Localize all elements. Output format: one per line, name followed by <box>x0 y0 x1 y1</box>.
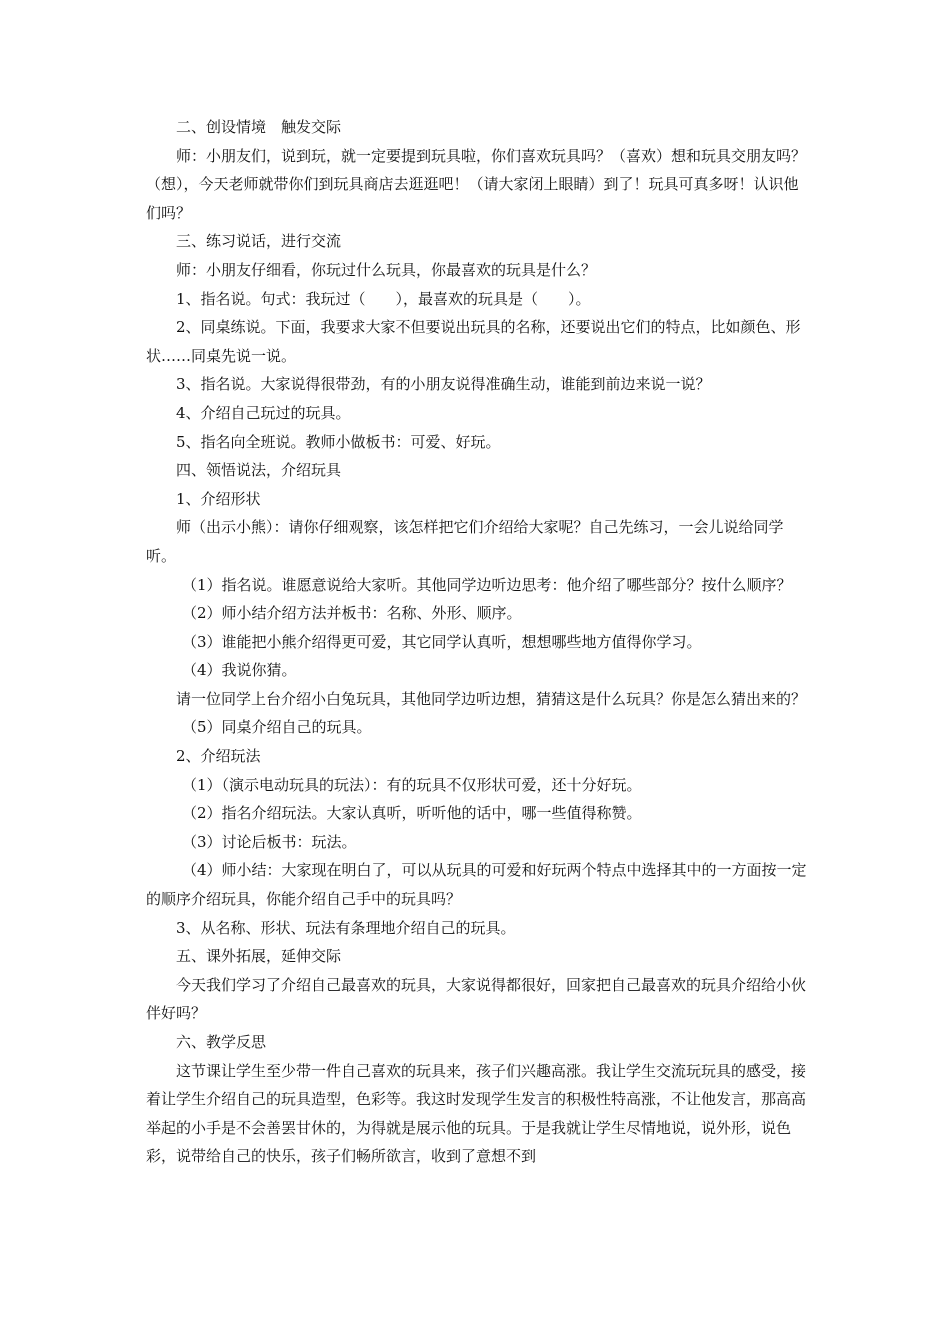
sub-list-item: （3）谁能把小熊介绍得更可爱，其它同学认真听，想想哪些地方值得你学习。 <box>182 632 702 651</box>
list-item: 3、从名称、形状、玩法有条理地介绍自己的玩具。 <box>176 918 516 937</box>
list-item: 2、同桌练说。下面，我要求大家不但要说出玩具的名称，还要说出它们的特点，比如颜色、形状……同桌先说一说。 <box>146 318 801 365</box>
section-heading-4: 四、领悟说法，介绍玩具 <box>176 461 342 480</box>
subsection-heading: 1、介绍形状 <box>176 489 261 508</box>
section-heading-6: 六、教学反思 <box>176 1033 267 1051</box>
sub-list-item: （5）同桌介绍自己的玩具。 <box>182 718 372 737</box>
sub-list-item: （4）师小结：大家现在明白了，可以从玩具的可爱和好玩两个特点中选择其中的一方面按一定的顺序介绍玩具，你能介绍自己手中的玩具吗？ <box>146 861 807 909</box>
body-paragraph: 请一位同学上台介绍小白兔玩具，其他同学边听边想，猜猜这是什么玩具？你是怎么猜出来的？ <box>176 689 807 708</box>
body-paragraph: 这节课让学生至少带一件自己喜欢的玩具来，孩子们兴趣高涨。我让学生交流玩玩具的感受，接着让学生介绍自己的玩具造型，色彩等。我这时发现学生发言的积极性特高涨，不让他发言，那高高举起的小手是不会善罢甘休的，为得就是展示他的玩具。于是我就让学生尽情地说，说外形，说色彩，说带给自己的快乐，孩子们畅所欲言，收到了意想不到 <box>146 1061 807 1166</box>
subsection-heading: 2、介绍玩法 <box>176 747 261 766</box>
body-paragraph: 师（出示小熊）：请你仔细观察，该怎样把它们介绍给大家呢？自己先练习，一会儿说给同学听。 <box>146 518 784 565</box>
list-item: 4、介绍自己玩过的玩具。 <box>176 403 351 422</box>
section-heading-2: 二、创设情境 触发交际 <box>176 118 342 136</box>
sub-list-item: （3）讨论后板书：玩法。 <box>182 832 357 851</box>
section-heading-3: 三、练习说话，进行交流 <box>176 232 342 251</box>
sub-list-item: （2）指名介绍玩法。大家认真听，听听他的话中，哪一些值得称赞。 <box>182 804 642 823</box>
sub-list-item: （1）（演示电动玩具的玩法）：有的玩具不仅形状可爱，还十分好玩。 <box>182 775 642 794</box>
list-item: 3、指名说。大家说得很带劲，有的小朋友说得准确生动，谁能到前边来说一说？ <box>176 375 711 394</box>
body-paragraph: 师：小朋友仔细看，你玩过什么玩具，你最喜欢的玩具是什么？ <box>176 260 597 279</box>
list-item: 5、指名向全班说。教师小做板书：可爱、好玩。 <box>176 432 501 451</box>
sub-list-item: （2）师小结介绍方法并板书：名称、外形、顺序。 <box>182 604 522 623</box>
document-body <box>146 113 810 1171</box>
sub-list-item: （4）我说你猜。 <box>182 661 297 680</box>
sub-list-item: （1）指名说。谁愿意说给大家听。其他同学边听边思考：他介绍了哪些部分？按什么顺序？ <box>182 575 792 594</box>
body-paragraph: 师：小朋友们，说到玩，就一定要提到玩具啦，你们喜欢玩具吗？（喜欢）想和玩具交朋友吗？（想），今天老师就带你们到玩具商店去逛逛吧！（请大家闭上眼睛）到了！玩具可真多呀！认识他们吗？ <box>146 146 807 222</box>
list-item: 1、指名说。句式：我玩过（ ），最喜欢的玩具是（ ）。 <box>176 289 591 308</box>
section-heading-5: 五、课外拓展，延伸交际 <box>176 947 342 966</box>
body-paragraph: 今天我们学习了介绍自己最喜欢的玩具，大家说得都很好，回家把自己最喜欢的玩具介绍给小伙伴好吗？ <box>146 975 807 1023</box>
